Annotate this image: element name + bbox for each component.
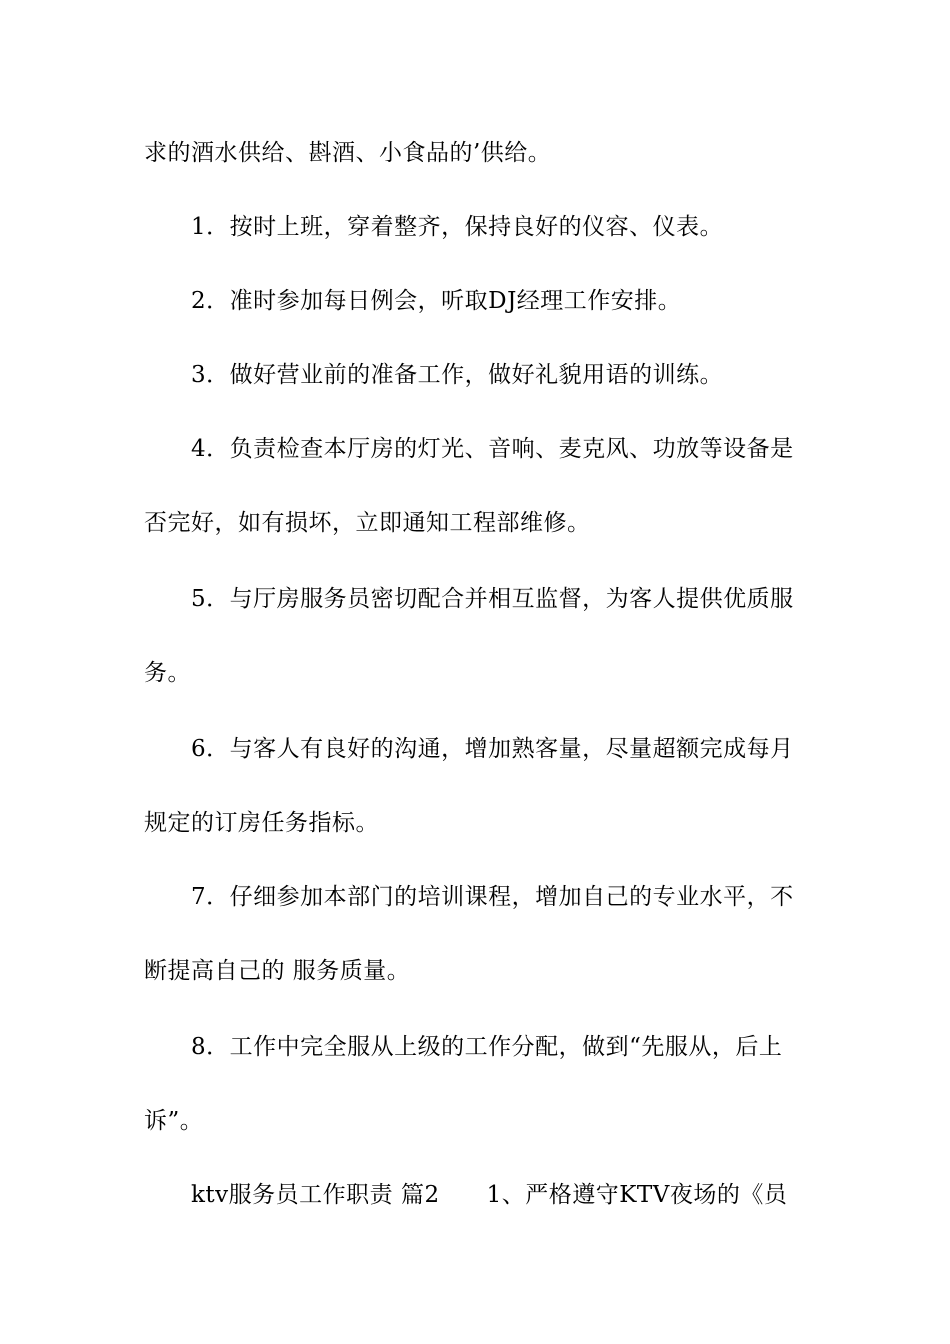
list-item: 7．仔细参加本部门的培训课程，增加自己的专业水平，不 [191, 884, 794, 910]
text-line: 断提高自己的 服务质量。 [144, 958, 411, 984]
text-line: 务。 [144, 660, 191, 686]
section-heading: ktv服务员工作职责 篇2 1、严格遵守KTV夜场的《员 [191, 1182, 788, 1208]
list-item: 5．与厅房服务员密切配合并相互监督，为客人提供优质服 [191, 586, 794, 612]
text-line: 诉”。 [144, 1108, 204, 1134]
list-item: 4．负责检查本厅房的灯光、音响、麦克风、功放等设备是 [191, 436, 794, 462]
list-item: 3．做好营业前的准备工作，做好礼貌用语的训练。 [191, 362, 724, 388]
text-line: 求的酒水供给、斟酒、小食品的’供给。 [144, 140, 552, 166]
list-item: 6．与客人有良好的沟通，增加熟客量，尽量超额完成每月 [191, 736, 794, 762]
list-item: 8．工作中完全服从上级的工作分配，做到“先服从，后上 [191, 1034, 783, 1060]
text-line: 否完好，如有损坏，立即通知工程部维修。 [144, 510, 591, 536]
text-line: 规定的订房任务指标。 [144, 810, 379, 836]
list-item: 1．按时上班，穿着整齐，保持良好的仪容、仪表。 [191, 214, 724, 240]
list-item: 2．准时参加每日例会，听取DJ经理工作安排。 [191, 288, 682, 314]
